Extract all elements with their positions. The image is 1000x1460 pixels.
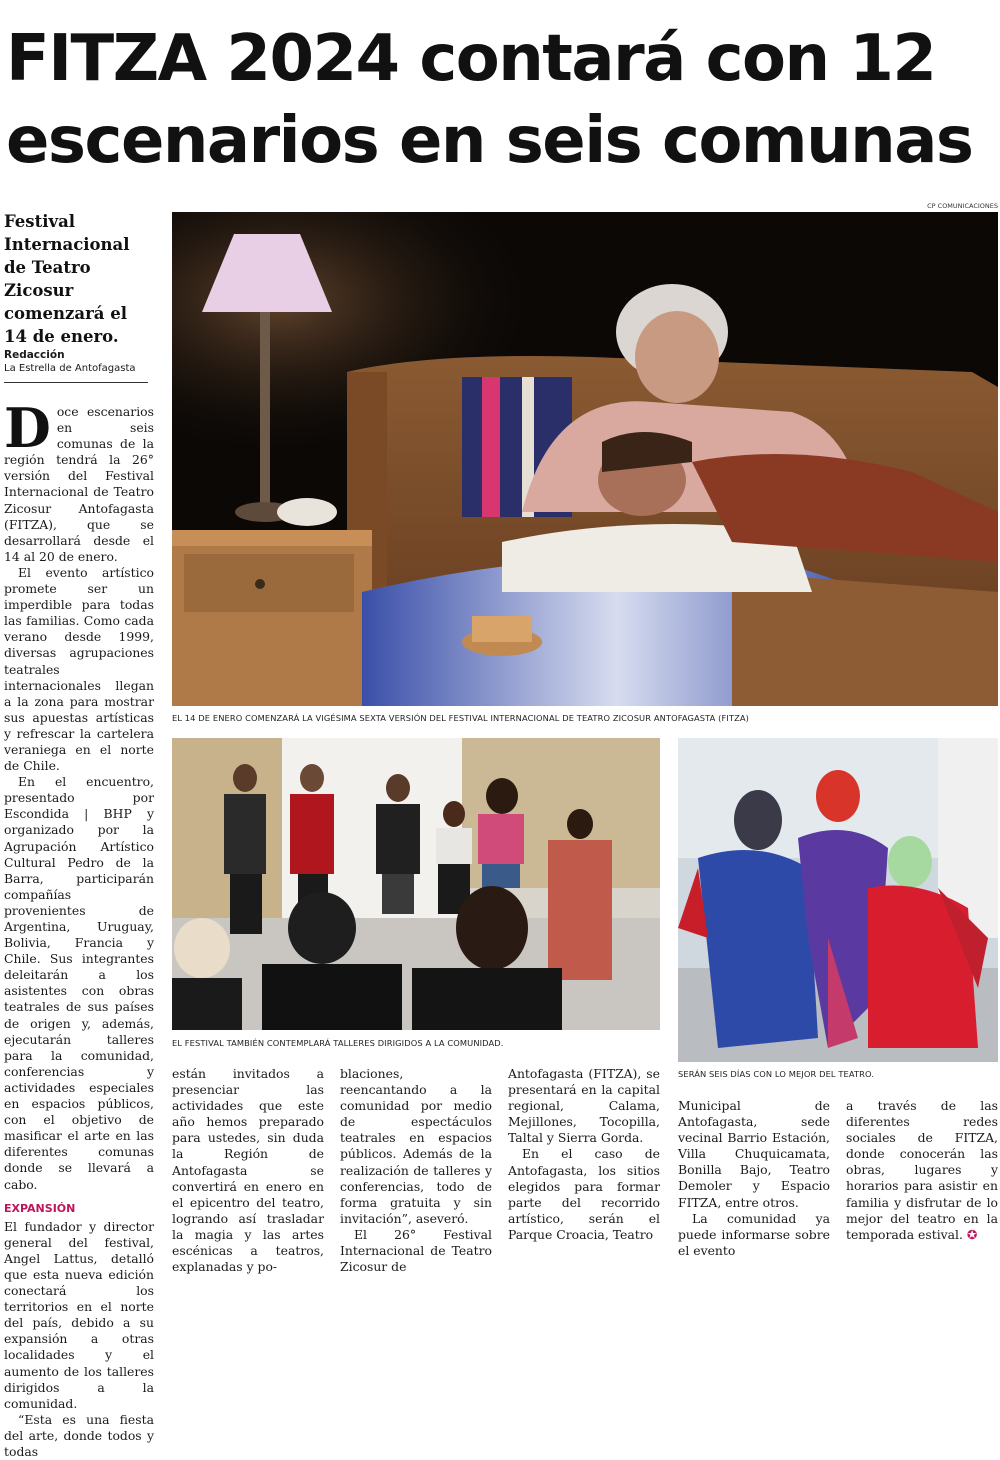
caption-main: EL 14 DE ENERO COMENZARÁ LA VIGÉSIMA SEXTA VERSIÓN DEL FESTIVAL INTERNACIONAL DE TEATRO ZICOSUR ANTOFAGASTA (FITZA) — [172, 713, 749, 723]
article-column-2 — [172, 1066, 324, 1275]
headline — [6, 18, 996, 182]
paragraph-1-text: oce escenarios en seis comunas de la región tendrá la 26° versión del Festival Internacional de Teatro Zicosur Antofagasta (FITZA), que se desarrollará desde el 14 al 20 de enero. — [4, 404, 154, 564]
end-mark-icon: ✪ — [966, 1226, 978, 1242]
subhead-expansion: EXPANSIÓN — [4, 1201, 76, 1215]
caption-workshop: EL FESTIVAL TAMBIÉN CONTEMPLARÁ TALLERES DIRIGIDOS A LA COMUNIDAD. — [172, 1038, 504, 1048]
workshop-photo-image — [172, 738, 660, 1030]
paragraph-3: En el encuentro, presentado por Escondida | BHP y organizado por la Agrupación Artístico Cultural Pedro de la Barra, participarán compañías provenientes de Argentina, Uruguay, Bolivia, Francia y Chile. Sus integrantes deleitarán a los asistentes con obras teatrales de sus países de origen y, además, ejecutarán talleres para la comunidad, conferencias y actividades especiales en espacios públicos, con el objetivo de masificar el arte en las diferentes comunas donde se llevará a cabo. — [4, 774, 154, 1192]
article-column-1 — [4, 396, 154, 1460]
byline-publication: La Estrella de Antofagasta — [4, 363, 136, 374]
drop-cap: D — [4, 396, 51, 460]
headline-line-2: escenarios en seis comunas — [6, 104, 973, 178]
column-3-text-b: El 26° Festival Internacional de Teatro Zicosur de — [340, 1226, 492, 1275]
column-5-text-b: La comunidad ya puede informarse sobre el evento — [678, 1210, 830, 1258]
paragraph-5: “Esta es una fiesta del arte, donde todos y todas — [4, 1411, 154, 1459]
paragraph-4: El fundador y director general del festival, Angel Lattus, detalló que esta nueva edición conectará los territorios en el norte del país, debido a su expansión a otras localidades y el aumento de los talleres dirigidos a la comunidad. — [4, 1218, 154, 1411]
column-6-body: a través de las diferentes redes sociales de FITZA, donde conocerán las obras, lugares y horarios para asistir en familia y disfrutar de lo mejor del teatro en la temporada estival. — [846, 1098, 998, 1242]
photo-credit: CP COMUNICACIONES — [927, 202, 998, 210]
column-2-text: están invitados a presenciar las actividades que este año hemos preparado para ustedes, sin duda la Región de Antofagasta se convertirá en enero en el epicentro del teatro, logrando así trasladar la magia y las artes escénicas a teatros, explanadas y po- — [172, 1066, 324, 1275]
paragraph-2: El evento artístico promete ser un imperdible para todas las familias. Como cada verano desde 1999, diversas agrupaciones teatrales internacionales llegan a la zona para mostrar sus apuestas artísticas y refrescar la cartelera veraniega en el norte de Chile. — [4, 564, 154, 774]
paragraph-intro — [4, 396, 154, 565]
column-6-text — [846, 1098, 998, 1243]
deck: Festival Internacional de Teatro Zicosur comenzará el 14 de enero. — [4, 212, 130, 346]
article-column-4 — [508, 1066, 660, 1243]
column-3-text-a: blaciones, reencantando a la comunidad por medio de espectáculos teatrales en espacios públicos. Además de la realización de talleres y conferencias, todo de forma gratuita y sin invitación”, aseveró. — [340, 1066, 492, 1226]
costumes-photo — [678, 738, 998, 1062]
caption-costumes: SERÁN SEIS DÍAS CON LO MEJOR DEL TEATRO. — [678, 1069, 875, 1079]
column-4-text-b: En el caso de Antofagasta, los sitios elegidos para formar parte del recorrido artístico, serán el Parque Croacia, Teatro — [508, 1146, 660, 1242]
article-column-5 — [678, 1098, 830, 1259]
byline-name: Redacción — [4, 349, 65, 361]
byline-rule — [4, 382, 148, 383]
headline-line-1: FITZA 2024 contará con 12 — [6, 22, 936, 96]
main-photo-image — [172, 212, 998, 706]
workshop-photo — [172, 738, 660, 1030]
column-4-text-a: Antofagasta (FITZA), se presentará en la capital regional, Calama, Mejillones, Tocopilla, Taltal y Sierra Gorda. — [508, 1066, 660, 1146]
main-photo — [172, 212, 998, 706]
column-5-text-a: Municipal de Antofagasta, sede vecinal Barrio Estación, Villa Chuquicamata, Bonilla Bajo, Teatro Demoler y Espacio FITZA, entre otros. — [678, 1098, 830, 1210]
costumes-photo-image — [678, 738, 998, 1062]
article-column-6 — [846, 1098, 998, 1243]
article-column-3 — [340, 1066, 492, 1275]
